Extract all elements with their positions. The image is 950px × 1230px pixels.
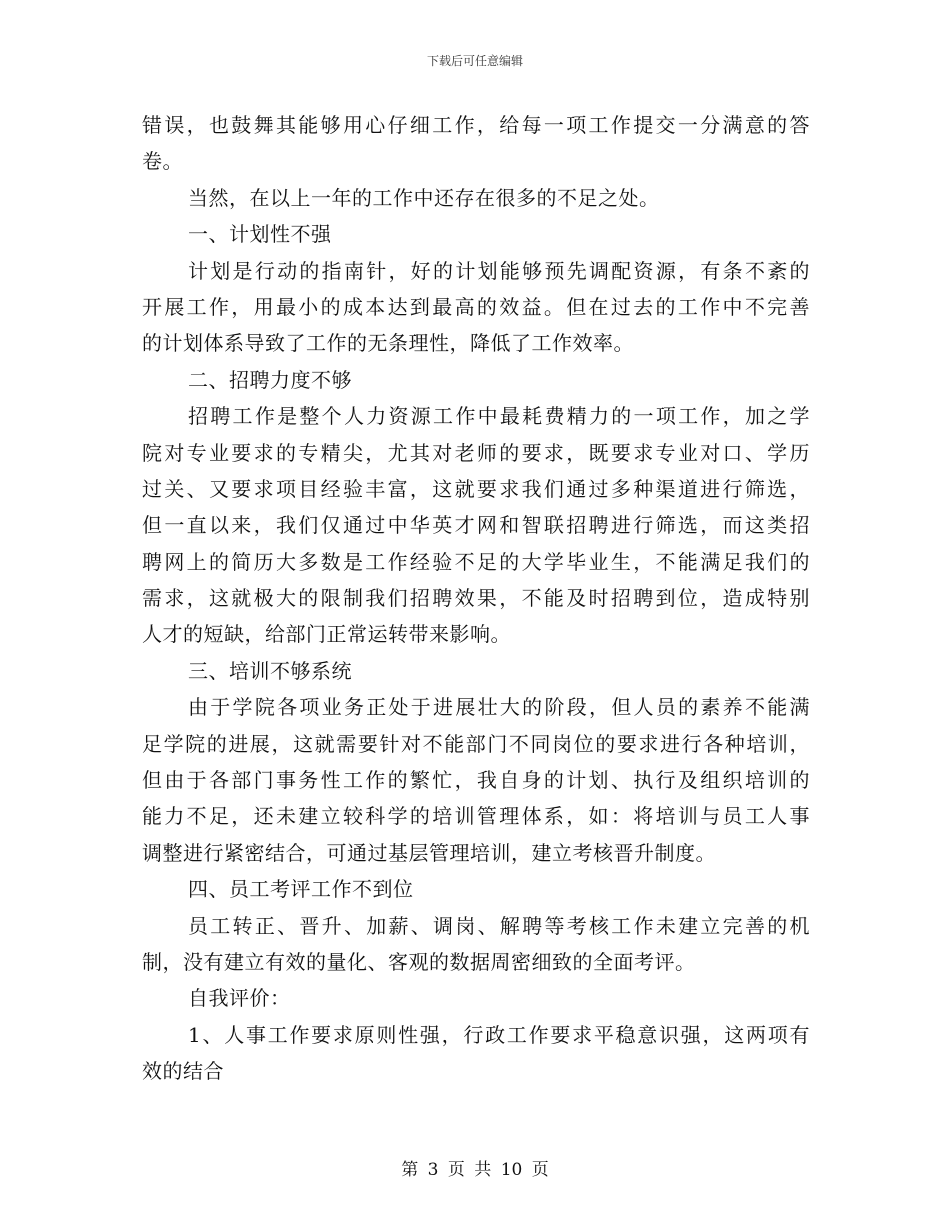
body-line: 计划是行动的指南针，好的计划能够预先调配资源，有条不紊的: [188, 258, 810, 283]
body-line: 但由于各部门事务性工作的繁忙，我自身的计划、执行及组织培训的: [142, 768, 810, 793]
body-line: 的计划体系导致了工作的无条理性，降低了工作效率。: [142, 331, 634, 356]
body-line: 调整进行紧密结合，可通过基层管理培训，建立考核晋升制度。: [142, 840, 716, 865]
body-line: 过关、又要求项目经验丰富，这就要求我们通过多种渠道进行筛选，: [142, 476, 810, 501]
body-line: 招聘工作是整个人力资源工作中最耗费精力的一项工作，加之学: [188, 404, 810, 429]
body-line: 卷。: [142, 149, 183, 174]
body-line: 当然，在以上一年的工作中还存在很多的不足之处。: [188, 185, 660, 210]
section-heading: 四、员工考评工作不到位: [188, 877, 414, 902]
body-line: 由于学院各项业务正处于进展壮大的阶段，但人员的素养不能满: [188, 695, 810, 720]
body-line: 1、人事工作要求原则性强，行政工作要求平稳意识强，这两项有: [188, 1022, 810, 1047]
body-line: 院对专业要求的专精尖，尤其对老师的要求，既要求专业对口、学历: [142, 440, 810, 465]
body-line: 需求，这就极大的限制我们招聘效果，不能及时招聘到位，造成特别: [142, 586, 810, 611]
body-line: 人才的短缺，给部门正常运转带来影响。: [142, 622, 511, 647]
body-line: 聘网上的简历大多数是工作经验不足的大学毕业生，不能满足我们的: [142, 549, 810, 574]
section-heading: 自我评价：: [188, 986, 291, 1011]
section-heading: 二、招聘力度不够: [188, 367, 352, 392]
page-header: 下载后可任意编辑: [426, 54, 523, 68]
body-line: 但一直以来，我们仅通过中华英才网和智联招聘进行筛选，而这类招: [142, 513, 810, 538]
body-line: 能力不足，还未建立较科学的培训管理体系，如：将培训与员工人事: [142, 804, 810, 829]
page-footer: 第 3 页 共 10 页: [401, 1160, 549, 1180]
body-line: 制，没有建立有效的量化、客观的数据周密细致的全面考评。: [142, 949, 696, 974]
body-line: 错误，也鼓舞其能够用心仔细工作，给每一项工作提交一分满意的答: [142, 113, 810, 137]
body-line: 开展工作，用最小的成本达到最高的效益。但在过去的工作中不完善: [142, 294, 810, 319]
body-line: 效的结合: [142, 1059, 224, 1084]
section-heading: 三、培训不够系统: [188, 658, 352, 683]
document-body: [142, 107, 810, 1090]
body-line: 足学院的进展，这就需要针对不能部门不同岗位的要求进行各种培训，: [142, 731, 810, 756]
body-line: 员工转正、晋升、加薪、调岗、解聘等考核工作未建立完善的机: [188, 913, 810, 938]
section-heading: 一、计划性不强: [188, 222, 332, 247]
